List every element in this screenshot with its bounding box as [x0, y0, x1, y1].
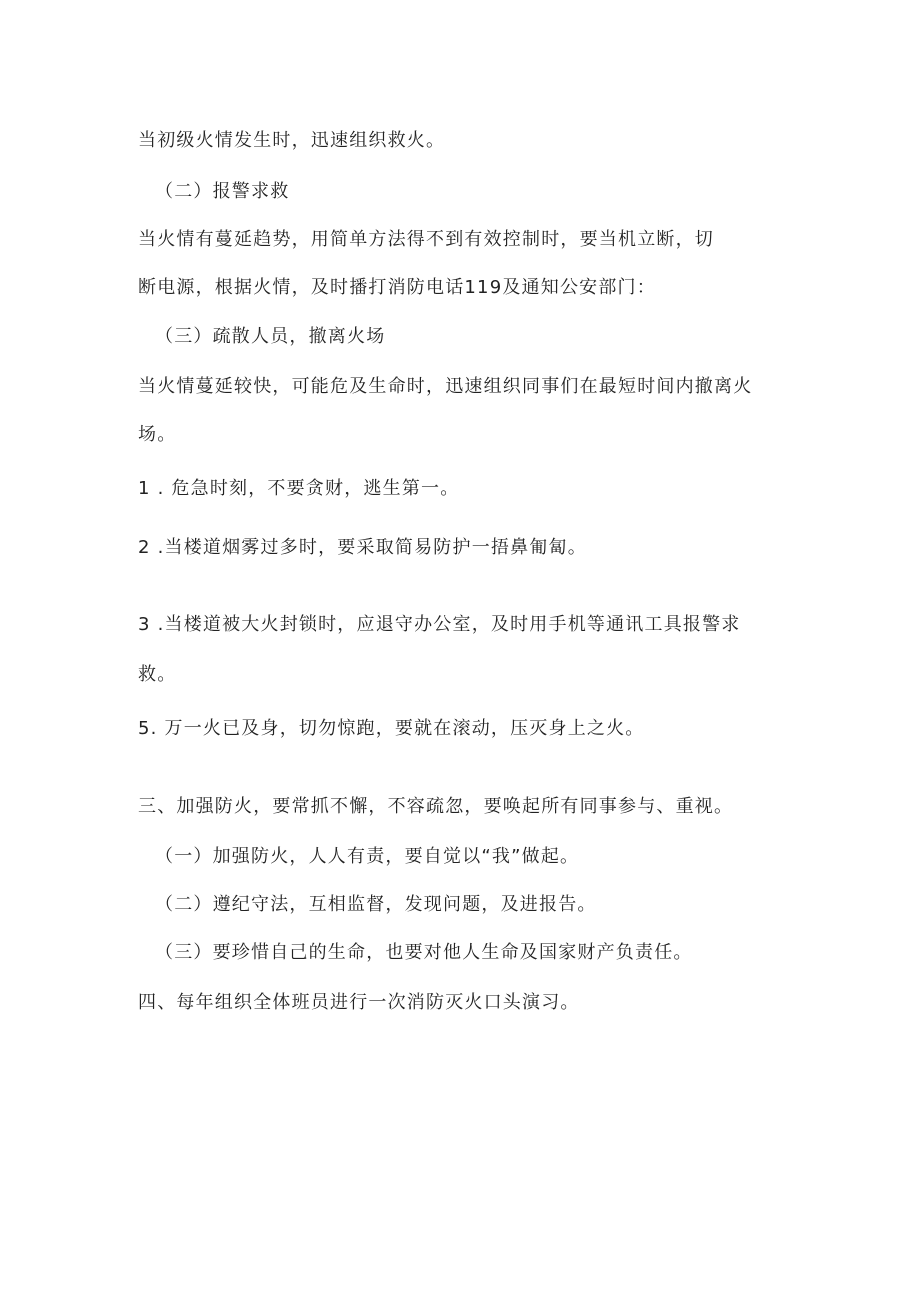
paragraph-evacuate-line-1: 当火情蔓延较快，可能危及生命时，迅速组织同事们在最短时间内撤离火 — [138, 376, 753, 397]
subheading-alarm: （二）报警求救 — [155, 181, 290, 202]
list-item-3-line-1: 3 .当楼道被大火封锁时，应退守办公室，及时用手机等通讯工具报警求 — [138, 614, 741, 635]
list-item-2: 2 .当楼道烟雾过多时，要采取简易防护一捂鼻匍匐。 — [138, 537, 587, 558]
subheading-evacuate: （三）疏散人员，撤离火场 — [155, 326, 386, 347]
list-item-3-line-2: 救。 — [138, 664, 177, 685]
paragraph-alarm-line-1: 当火情有蔓延趋势，用简单方法得不到有效控制时，要当机立断，切 — [138, 229, 714, 250]
section-three-item-3: （三）要珍惜自己的生命，也要对他人生命及国家财产负责任。 — [155, 942, 693, 963]
section-three-heading: 三、加强防火，要常抓不懈，不容疏忽，要唤起所有同事参与、重视。 — [138, 796, 734, 817]
section-three-item-1: （一）加强防火，人人有责，要自觉以“我”做起。 — [155, 846, 580, 867]
paragraph-evacuate-line-2: 场。 — [138, 424, 177, 445]
list-item-1: 1 . 危急时刻，不要贪财，逃生第一。 — [138, 478, 460, 499]
list-item-5: 5. 万一火已及身，切勿惊跑，要就在滚动，压灭身上之火。 — [138, 718, 645, 739]
section-three-item-2: （二）遵纪守法，互相监督，发现问题，及进报告。 — [155, 894, 597, 915]
section-four-heading: 四、每年组织全体班员进行一次消防灭火口头演习。 — [138, 992, 580, 1013]
paragraph-initial-fire: 当初级火情发生时，迅速组织救火。 — [138, 130, 446, 151]
paragraph-alarm-line-2: 断电源，根据火情，及时播打消防电话119及通知公安部门： — [138, 277, 656, 298]
